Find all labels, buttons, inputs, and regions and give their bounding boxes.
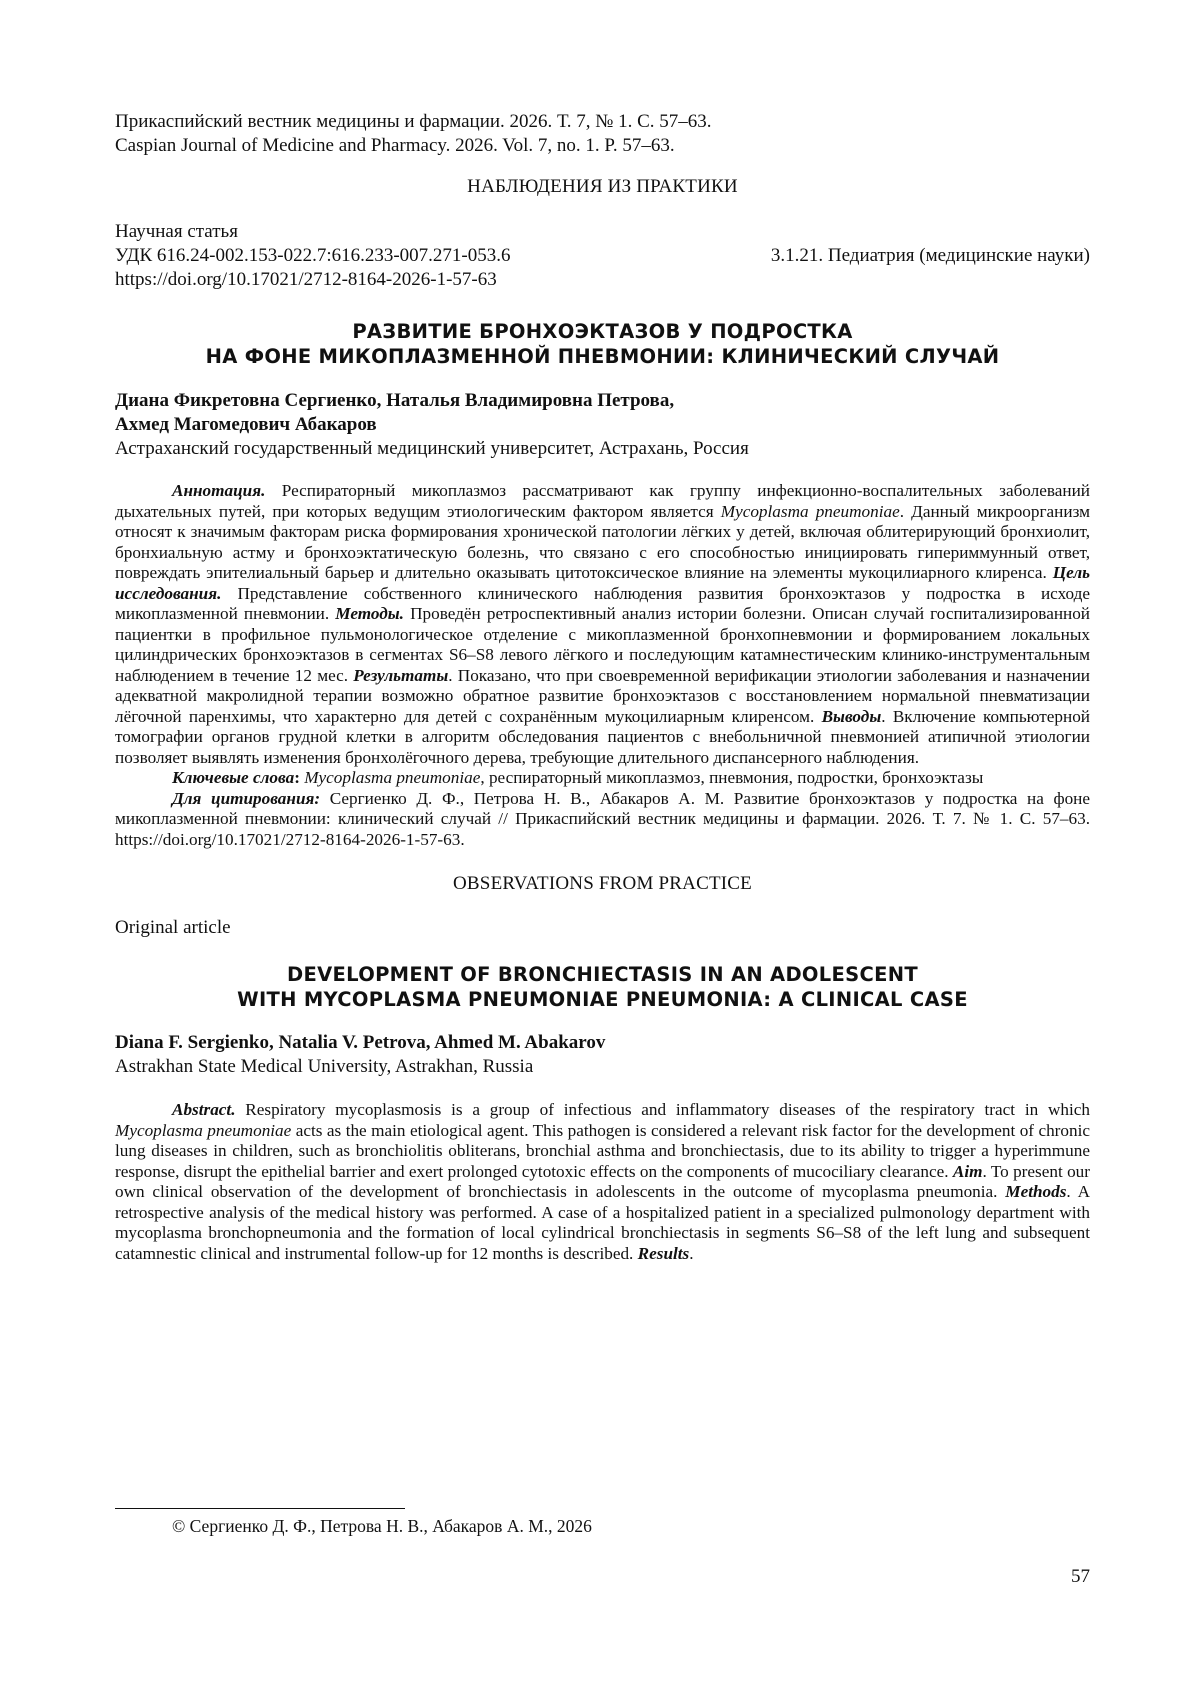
abstract-ru-text-2: . Данный микроорганизм относят к значимым факторам риска формирования хронической патологии лёгких у детей, включая облитерирующий бронхиолит, бронхиальную астму и бронхоэктатическую болезнь, что связано с его способностью инициировать гипериммунный ответ, повреждать эпителиальный барьер и длительно оказывать цитотоксическое влияние на элементы мукоцилиарного клиренса. bbox=[115, 501, 1090, 582]
abstract-ru-results: . Показано, что при своевременной верификации этиологии заболевания и назначении адекватной макролидной терапии возможно обратное развитие бронхоэктазов с восстановлением нормальной пневматизации лёгочной паренхимы, что характерно для детей с сохранённым мукоцилиарным клиренсом. bbox=[115, 665, 1090, 726]
footnote-divider bbox=[115, 1508, 405, 1509]
journal-citation-en: Caspian Journal of Medicine and Pharmacy. 2026. Vol. 7, no. 1. P. 57–63. bbox=[115, 135, 675, 156]
abstract-en-methods: . A retrospective analysis of the medical history was performed. A case of a hospitalized patient in a specialized pulmonology department with mycoplasma bronchopneumonia and the formation of local cylindrical bronchiectasis in segments S6–S8 of the left lung and subsequent catamnestic clinical and instrumental follow-up for 12 months is described. bbox=[115, 1182, 1090, 1263]
keywords-ru-organism: Mycoplasma pneumoniae bbox=[304, 768, 481, 787]
keywords-ru-colon: : bbox=[294, 768, 305, 787]
abstract-en-methods-label: Methods bbox=[1005, 1182, 1067, 1201]
abstract-ru-conclusions-label: Выводы bbox=[821, 706, 882, 726]
abstract-ru-methods: Проведён ретроспективный анализ истории болезни. Описан случай госпитализированной пациентки в профильное пульмонологическое отделение с микоплазменной бронхопневмонии и формированием локальных цилиндрических бронхоэктазов в сегментах S6–S8 левого лёгкого и последующим катамнестическим клинико-инструментальным наблюдением в течение 12 мес. bbox=[115, 604, 1091, 685]
page bbox=[115, 110, 1090, 1264]
abstract-en-text-1: Respiratory mycoplasmosis is a group of infectious and inflammatory diseases of the respiratory tract in which bbox=[235, 1100, 1090, 1119]
citation-ru-label: Для цитирования: bbox=[172, 788, 321, 808]
abstract-ru-text-1: Респираторный микоплазмоз рассматривают как группу инфекционно-воспалительных заболеваний дыхательных путей, при которых ведущим этиологическим фактором является bbox=[115, 481, 1090, 521]
section-heading-ru: НАБЛЮДЕНИЯ ИЗ ПРАКТИКИ bbox=[467, 176, 738, 197]
keywords-ru-list: , респираторный микоплазмоз, пневмония, подростки, бронхоэктазы bbox=[480, 768, 984, 787]
abstract-en-aim-label: Aim bbox=[952, 1161, 983, 1181]
abstract-ru-organism: Mycoplasma pneumoniae bbox=[720, 501, 900, 521]
affiliation-en: Astrakhan State Medical University, Astrakhan, Russia bbox=[115, 1056, 534, 1077]
udc-code: УДК 616.24-002.153-022.7:616.233-007.271-053.6 bbox=[115, 245, 511, 266]
authors-en: Diana F. Sergienko, Natalia V. Petrova, Ahmed M. Abakarov bbox=[115, 1032, 606, 1053]
title-ru-line-2: НА ФОНЕ МИКОПЛАЗМЕННОЙ ПНЕВМОНИИ: КЛИНИЧЕСКИЙ СЛУЧАЙ bbox=[205, 345, 1000, 368]
affiliation-ru: Астраханский государственный медицинский университет, Астрахань, Россия bbox=[115, 438, 749, 459]
udc-row bbox=[115, 244, 1090, 268]
keywords-ru-label: Ключевые слова bbox=[172, 768, 295, 787]
article-type-en: Original article bbox=[115, 917, 231, 938]
abstract-ru bbox=[115, 481, 1090, 768]
authors-ru-line-1: Диана Фикретовна Сергиенко, Наталья Владимировна Петрова, bbox=[115, 390, 675, 411]
title-ru-line-1: РАЗВИТИЕ БРОНХОЭКТАЗОВ У ПОДРОСТКА bbox=[352, 320, 853, 343]
keywords-ru bbox=[115, 768, 1090, 789]
page-number: 57 bbox=[1071, 1566, 1090, 1587]
abstract-en-label: Abstract. bbox=[172, 1100, 236, 1119]
abstract-en-aim: . To present our own clinical observation of the development of bronchiectasis in adolescents in the outcome of mycoplasma pneumonia. bbox=[115, 1161, 1090, 1201]
copyright-footnote: © Сергиенко Д. Ф., Петрова Н. В., Абакаров А. М., 2026 bbox=[172, 1516, 592, 1536]
authors-ru bbox=[115, 389, 1090, 437]
title-en-line-1: DEVELOPMENT OF BRONCHIECTASIS IN AN ADOLESCENT bbox=[287, 963, 918, 986]
citation-ru-text: Сергиенко Д. Ф., Петрова Н. В., Абакаров А. М. Развитие бронхоэктазов у подростка на фоне микоплазменной пневмонии: клинический случай // Прикаспийский вестник медицины и фармации. 2026. Т. 7. № 1. С. 57–63. https://doi.org/10.17021/2712-8164-2026-1-57-63. bbox=[115, 788, 1091, 849]
article-title-en bbox=[115, 962, 1090, 1012]
doi-link[interactable]: https://doi.org/10.17021/2712-8164-2026-1-57-63 bbox=[115, 269, 497, 290]
abstract-ru-results-label: Результаты bbox=[353, 665, 449, 685]
abstract-en-results-end: . bbox=[689, 1243, 694, 1263]
abstract-ru-conclusions: . Включение компьютерной томографии органов грудной клетки в алгоритм обследования пациентов с внебольничной пневмонией атипичной этиологии позволяет выявлять изменения бронхолёгочного дерева, требующие длительного диспансерного наблюдения. bbox=[115, 706, 1090, 767]
abstract-en-organism: Mycoplasma pneumoniae bbox=[115, 1120, 292, 1140]
abstract-en bbox=[115, 1100, 1090, 1264]
abstract-en-text-2: acts as the main etiological agent. This pathogen is considered a relevant risk factor for the development of chronic lung diseases in children, such as bronchiolitis obliterans, bronchial asthma and bronchiectasis, due to its ability to trigger a hyperimmune response, disrupt the epithelial barrier and exert prolonged cytotoxic effects on the components of mucociliary clearance. bbox=[115, 1120, 1090, 1181]
abstract-en-results-label: Results bbox=[637, 1243, 690, 1263]
abstract-ru-methods-label: Методы. bbox=[335, 604, 404, 623]
citation-ru bbox=[115, 789, 1090, 851]
journal-citation-ru: Прикаспийский вестник медицины и фармации. 2026. Т. 7, № 1. С. 57–63. bbox=[115, 111, 712, 132]
section-heading-en: OBSERVATIONS FROM PRACTICE bbox=[453, 873, 752, 894]
article-title-ru bbox=[115, 319, 1090, 369]
abstract-ru-label: Аннотация. bbox=[172, 481, 266, 500]
abstract-ru-aim-label: Цель исследования. bbox=[115, 563, 1090, 603]
title-en-line-2: WITH MYCOPLASMA PNEUMONIAE PNEUMONIA: A CLINICAL CASE bbox=[237, 988, 968, 1011]
authors-ru-line-2: Ахмед Магомедович Абакаров bbox=[115, 414, 377, 435]
specialty-code: 3.1.21. Педиатрия (медицинские науки) bbox=[770, 245, 1090, 266]
article-type-ru: Научная статья bbox=[115, 221, 238, 242]
abstract-ru-aim: Представление собственного клинического наблюдения развития бронхоэктазов у подростка в исходе микоплазменной пневмонии. bbox=[115, 583, 1090, 623]
